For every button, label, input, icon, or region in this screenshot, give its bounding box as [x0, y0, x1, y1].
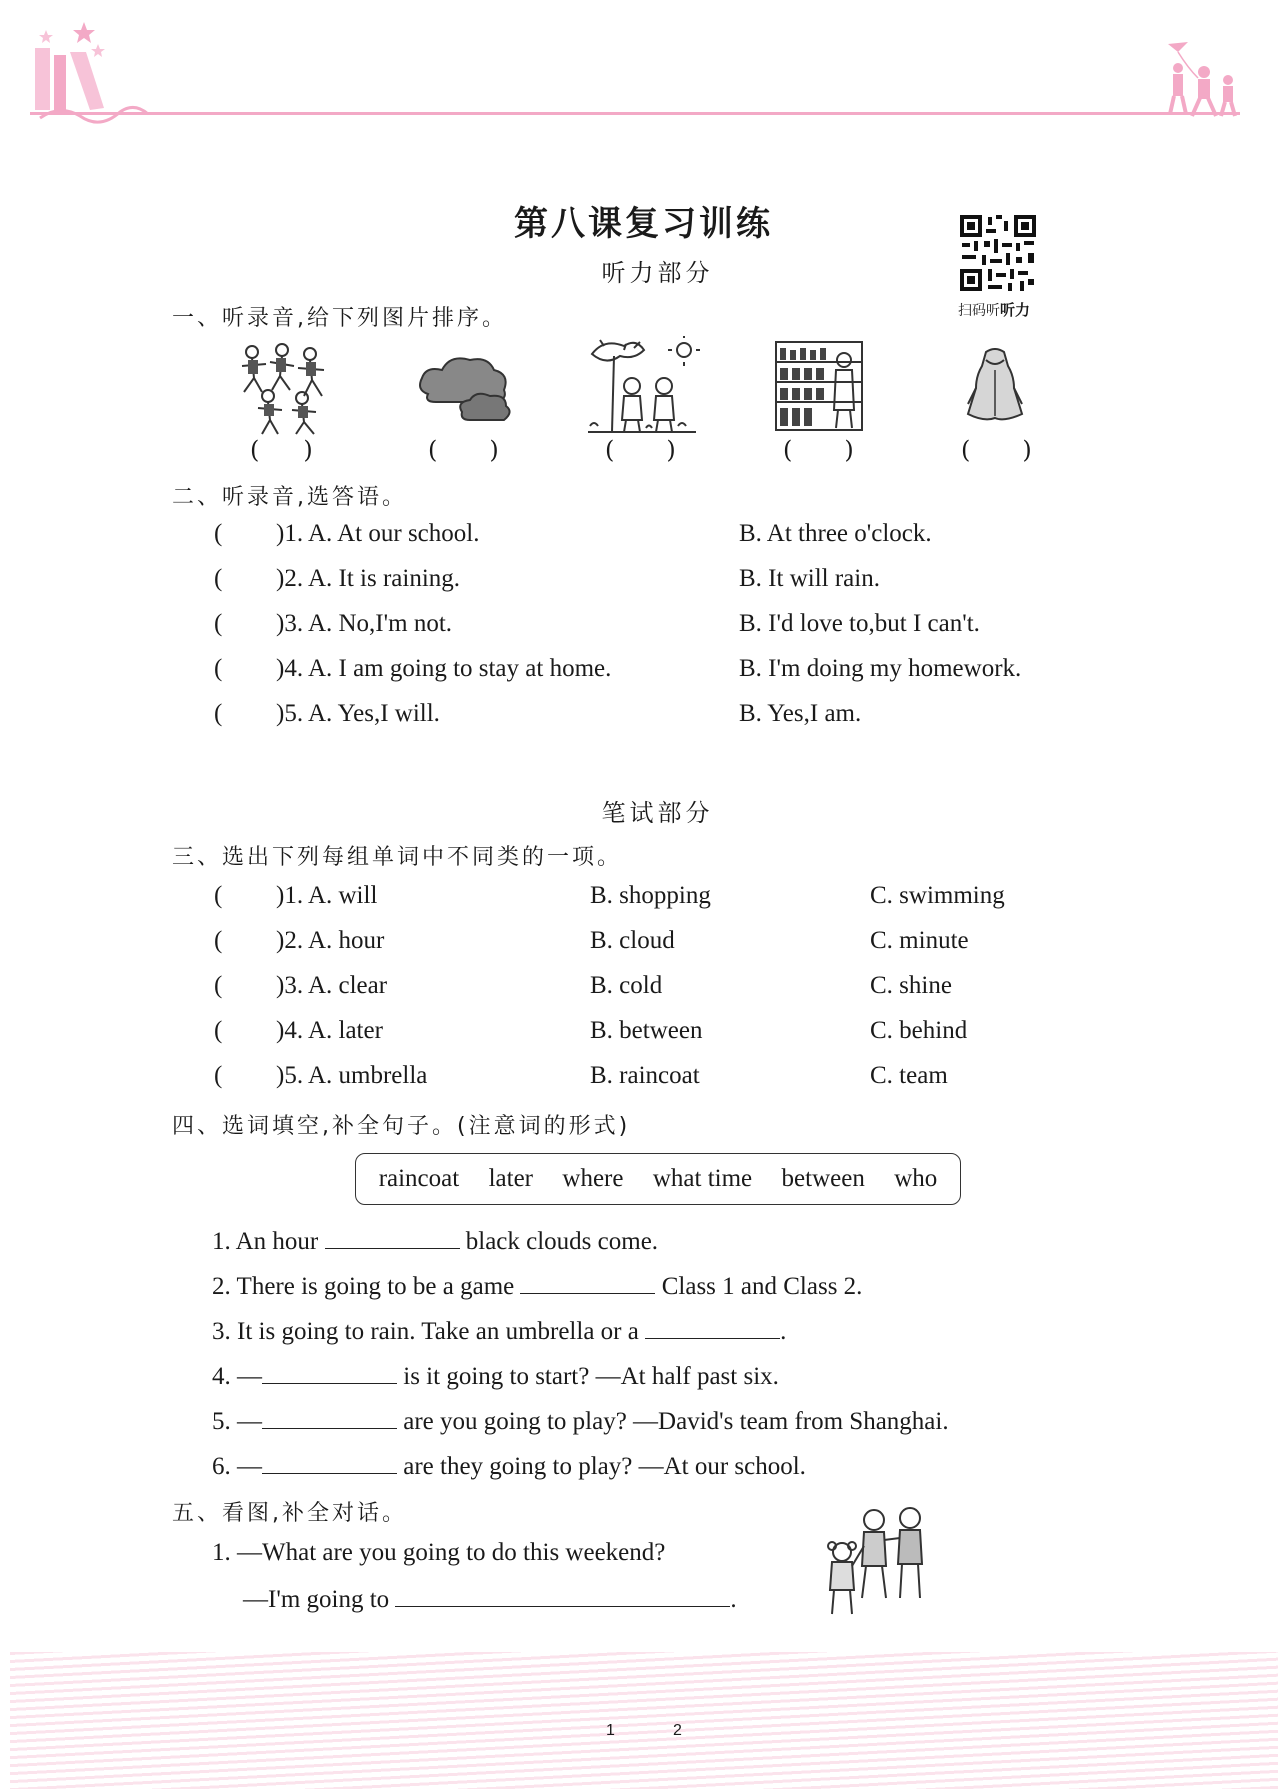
footer-stripes — [10, 1652, 1278, 1789]
option-a: )1. A. will — [276, 882, 378, 909]
book-stars-logo-icon — [0, 0, 1287, 140]
open-paren: ( — [250, 436, 260, 464]
shop-shelves-icon — [774, 340, 864, 432]
clouds-icon — [416, 350, 516, 426]
open-paren: ( — [428, 436, 438, 464]
fill-sentence-4 — [212, 1361, 779, 1391]
sentence-text: 5. — — [212, 1408, 262, 1435]
option-b: B. It will rain. — [739, 565, 880, 592]
section3-item-3 — [214, 972, 1114, 1000]
answer-blank[interactable] — [325, 1226, 460, 1249]
word-bank-item: between — [781, 1165, 865, 1192]
answer-open-paren[interactable]: ( — [214, 655, 223, 682]
section2-item-5 — [214, 700, 1114, 728]
qr-caption: 扫码听 — [958, 303, 1000, 319]
section2-item-4 — [214, 655, 1114, 683]
word-bank-item: who — [894, 1165, 938, 1192]
section3-heading: 三、选出下列每组单词中不同类的一项。 — [172, 845, 623, 870]
section2-item-1 — [214, 520, 1114, 548]
open-paren: ( — [783, 436, 793, 464]
sentence-text: black clouds come. — [459, 1228, 659, 1255]
children-playing-icon — [232, 340, 347, 436]
fill-sentence-2 — [212, 1271, 862, 1301]
section4-heading: 四、选词填空,补全句子。(注意词的形式) — [172, 1114, 631, 1139]
option-c: C. team — [870, 1062, 948, 1089]
close-paren: ) — [666, 436, 676, 464]
option-b: B. cold — [590, 972, 663, 999]
option-b: B. I'm doing my homework. — [739, 655, 1022, 682]
family-walking-icon — [820, 1502, 940, 1620]
option-a: )5. A. Yes,I will. — [276, 700, 440, 727]
sentence-text: 1. An hour — [212, 1228, 325, 1255]
section1-pictures — [0, 336, 1287, 466]
sentence-text: Class 1 and Class 2. — [655, 1273, 863, 1300]
answer-open-paren[interactable]: ( — [214, 565, 223, 592]
fill-sentence-3 — [212, 1316, 786, 1346]
section2-item-2 — [214, 565, 1114, 593]
raincoat-icon — [964, 348, 1026, 430]
section2-item-3 — [214, 610, 1114, 638]
option-a: )2. A. It is raining. — [276, 565, 461, 592]
close-paren: ) — [1022, 436, 1032, 464]
fill-sentence-1 — [212, 1226, 658, 1256]
word-bank-item: what time — [652, 1165, 753, 1192]
answer-blank[interactable] — [262, 1451, 397, 1474]
qr-caption-bold: 听力 — [1000, 301, 1031, 319]
header-decoration — [0, 0, 1287, 140]
dialogue-question: 1. —What are you going to do this weekend? — [212, 1539, 666, 1566]
option-c: C. minute — [870, 927, 969, 954]
section5-heading: 五、看图,补全对话。 — [172, 1501, 407, 1526]
option-b: B. cloud — [590, 927, 675, 954]
open-paren: ( — [961, 436, 971, 464]
option-b: B. raincoat — [590, 1062, 700, 1089]
answer-blank[interactable] — [262, 1361, 397, 1384]
option-c: C. behind — [870, 1017, 968, 1044]
option-b: B. between — [590, 1017, 703, 1044]
section3-item-5 — [214, 1062, 1114, 1090]
option-b: B. Yes,I am. — [739, 700, 862, 727]
children-tree-sun-icon — [584, 336, 700, 436]
close-paren: ) — [844, 436, 854, 464]
sentence-text: is it going to start? —At half past six. — [397, 1363, 779, 1390]
answer-text: —I'm going to — [243, 1586, 396, 1613]
answer-open-paren[interactable]: ( — [214, 1017, 223, 1044]
option-b: B. shopping — [590, 882, 711, 909]
section1-heading: 一、听录音,给下列图片排序。 — [172, 306, 507, 331]
answer-blank[interactable] — [395, 1584, 730, 1607]
sentence-text: 4. — — [212, 1363, 262, 1390]
section3-item-1 — [214, 882, 1114, 910]
option-a: )3. A. No,I'm not. — [276, 610, 453, 637]
answer-blank[interactable] — [520, 1271, 655, 1294]
word-bank-item: where — [562, 1165, 624, 1192]
close-paren: ) — [489, 436, 499, 464]
answer-open-paren[interactable]: ( — [214, 520, 223, 547]
sentence-text: 3. It is going to rain. Take an umbrella or a — [212, 1318, 646, 1345]
answer-open-paren[interactable]: ( — [214, 1062, 223, 1089]
sentence-text: 2. There is going to be a game — [212, 1273, 521, 1300]
written-section-title: 笔试部分 — [601, 799, 714, 827]
answer-open-paren[interactable]: ( — [214, 972, 223, 999]
word-bank — [355, 1153, 961, 1205]
answer-text: . — [730, 1586, 737, 1613]
option-b: B. At three o'clock. — [739, 520, 932, 547]
sentence-text: are you going to play? —David's team from Shanghai. — [397, 1408, 949, 1435]
section3-item-4 — [214, 1017, 1114, 1045]
option-a: )3. A. clear — [276, 972, 388, 999]
answer-open-paren[interactable]: ( — [214, 927, 223, 954]
option-a: )1. A. At our school. — [276, 520, 480, 547]
fill-sentence-5 — [212, 1406, 949, 1436]
picture5-answer[interactable] — [961, 436, 1032, 464]
close-paren: ) — [303, 436, 313, 464]
picture1-answer[interactable] — [250, 436, 313, 464]
option-a: )4. A. I am going to stay at home. — [276, 655, 612, 682]
sentence-text: . — [780, 1318, 787, 1345]
section3-item-2 — [214, 927, 1114, 955]
word-bank-item: later — [488, 1165, 534, 1192]
option-a: )2. A. hour — [276, 927, 385, 954]
open-paren: ( — [605, 436, 615, 464]
fill-sentence-6 — [212, 1451, 806, 1481]
answer-open-paren[interactable]: ( — [214, 882, 223, 909]
option-c: C. swimming — [870, 882, 1005, 909]
section2-heading: 二、听录音,选答语。 — [172, 485, 407, 510]
option-a: )5. A. umbrella — [276, 1062, 428, 1089]
picture3-answer[interactable] — [605, 436, 676, 464]
picture2-answer[interactable] — [428, 436, 499, 464]
answer-blank[interactable] — [262, 1406, 397, 1429]
answer-blank[interactable] — [645, 1316, 780, 1339]
picture4-answer[interactable] — [783, 436, 854, 464]
sentence-text: are they going to play? —At our school. — [397, 1453, 806, 1480]
page-number-left: 1 — [606, 1722, 615, 1739]
listening-section-title: 听力部分 — [601, 259, 714, 287]
option-a: )4. A. later — [276, 1017, 383, 1044]
word-bank-item: raincoat — [378, 1165, 460, 1192]
page-number-right: 2 — [673, 1722, 682, 1739]
sentence-text: 6. — — [212, 1453, 262, 1480]
answer-open-paren[interactable]: ( — [214, 610, 223, 637]
page-title: 第八课复习训练 — [514, 204, 773, 244]
option-b: B. I'd love to,but I can't. — [739, 610, 980, 637]
dialogue-answer — [243, 1584, 737, 1614]
answer-open-paren[interactable]: ( — [214, 700, 223, 727]
children-kite-icon — [1158, 38, 1244, 118]
option-c: C. shine — [870, 972, 952, 999]
